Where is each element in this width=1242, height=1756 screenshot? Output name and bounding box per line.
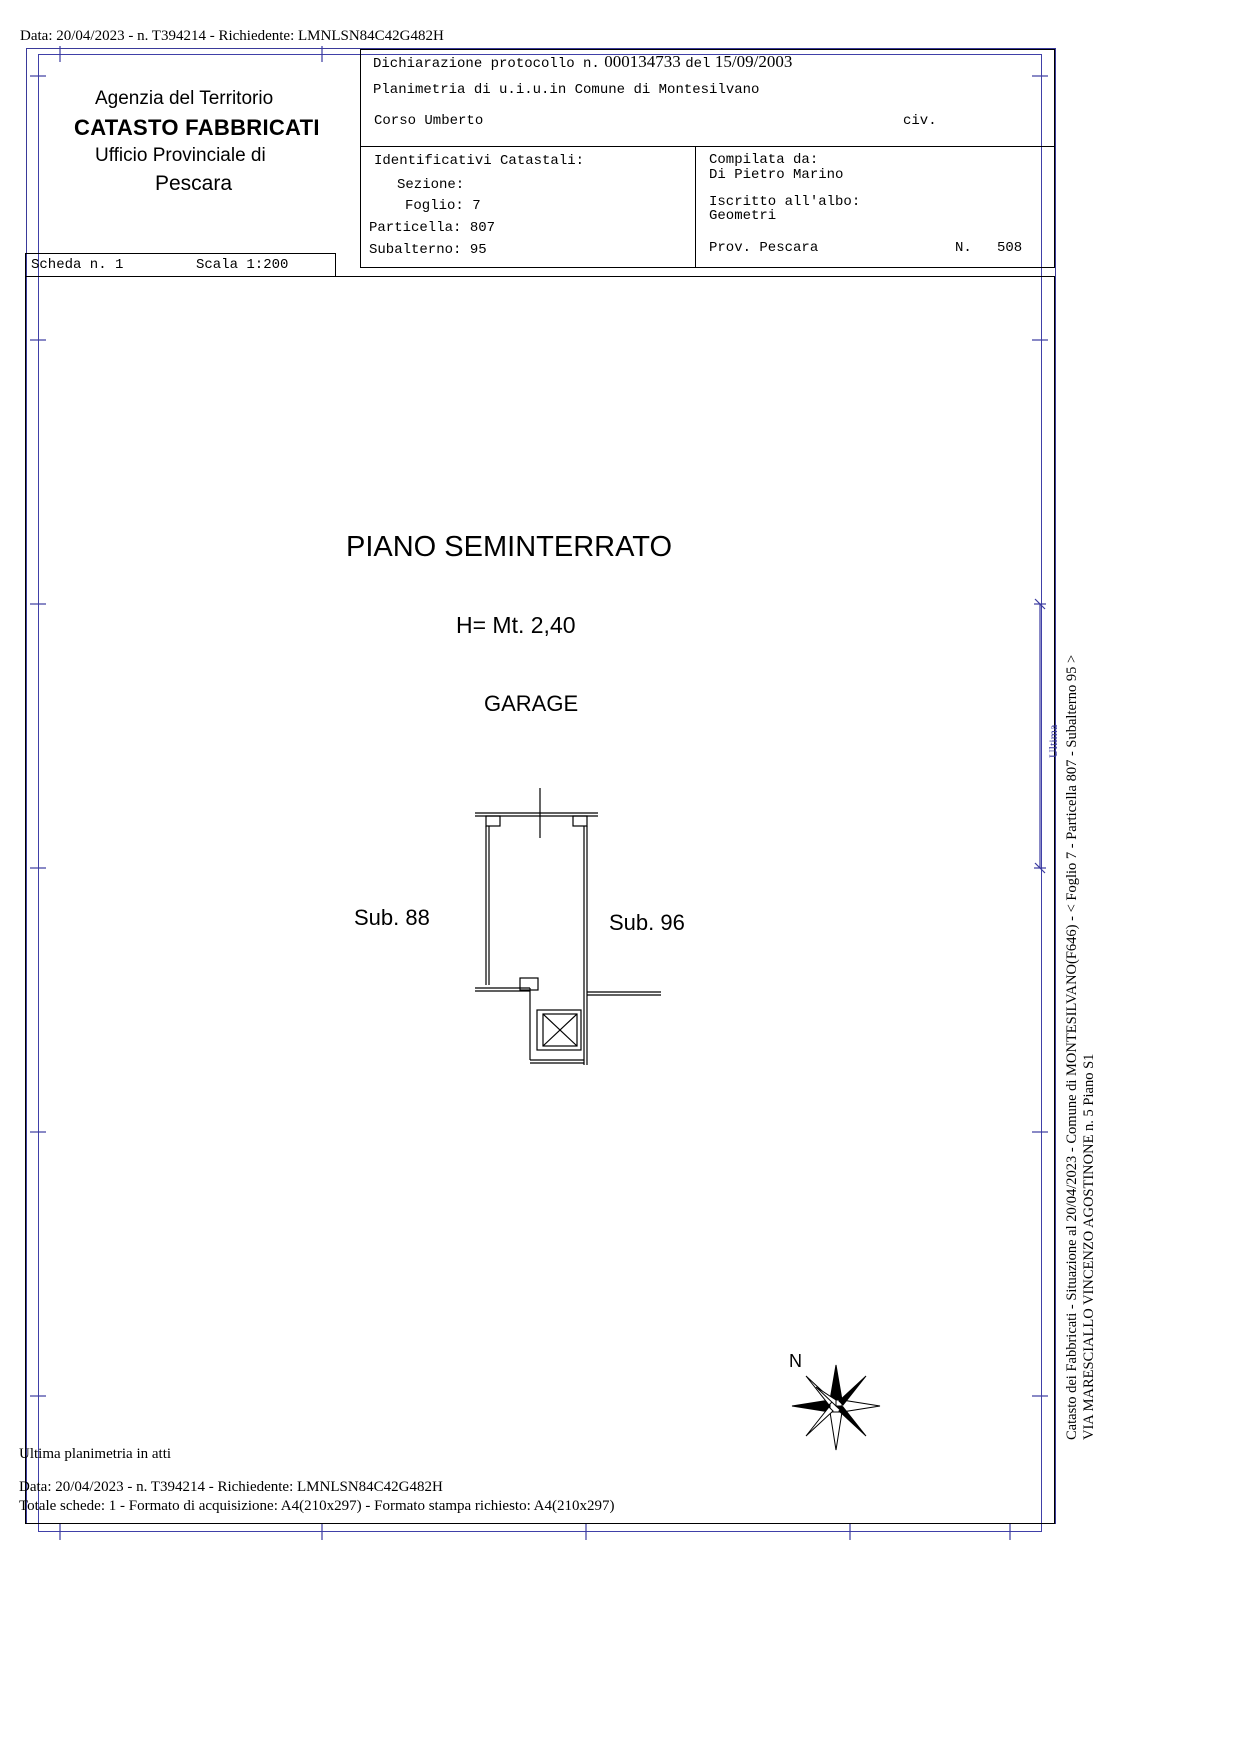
compilata-name: Di Pietro Marino	[709, 167, 844, 183]
sezione: Sezione:	[397, 177, 465, 193]
agency-line2: CATASTO FABBRICATI	[74, 115, 320, 140]
albo-label: Iscritto all'albo:	[709, 194, 861, 210]
header-line: Data: 20/04/2023 - n. T394214 - Richiedente: LMNLSN84C42G482H	[20, 28, 444, 44]
plan-title: PIANO SEMINTERRATO	[346, 531, 673, 563]
north-label: N	[789, 1351, 802, 1371]
particella: Particella: 807	[369, 220, 496, 236]
scala-label: Scala 1:200	[196, 257, 289, 273]
scheda-label: Scheda n. 1	[31, 257, 124, 273]
frame-ticks	[30, 46, 1048, 1540]
protocol-label: Dichiarazione protocollo n.	[373, 56, 600, 72]
agency-line1: Agenzia del Territorio	[95, 88, 274, 109]
albo-value: Geometri	[709, 208, 777, 224]
plan-height: H= Mt. 2,40	[456, 612, 576, 638]
footer-ultima: Ultima planimetria in atti	[19, 1446, 172, 1462]
compass-rose	[792, 1365, 880, 1450]
room-label: GARAGE	[484, 691, 579, 716]
agency-line4: Pescara	[155, 172, 233, 195]
civ-label: civ.	[903, 113, 937, 129]
protocol-date: 15/09/2003	[714, 52, 793, 71]
planimetria-line: Planimetria di u.i.u.in Comune di Montesilvano	[373, 82, 760, 98]
foglio: Foglio: 7	[405, 198, 481, 214]
agency-line3: Ufficio Provinciale di	[95, 145, 266, 166]
side-text-line1: Catasto dei Fabbricati - Situazione al 20/04/2023 - Comune di MONTESILVANO(F646) - < Foglio 7 - Particella 807 - Subalterno 95 >	[1064, 654, 1080, 1440]
prov: Prov. Pescara	[709, 240, 819, 256]
n-value: 508	[997, 240, 1023, 256]
side-text-line2: VIA MARESCIALLO VINCENZO AGOSTINONE n. 5 Piano S1	[1081, 1053, 1097, 1440]
footer-totale: Totale schede: 1 - Formato di acquisizione: A4(210x297) - Formato stampa richiesto: A4(210x297)	[19, 1498, 615, 1514]
side-mark: Ultima	[1046, 724, 1060, 758]
sub-right-label: Sub. 96	[609, 910, 685, 935]
protocol-number: 000134733	[604, 52, 681, 71]
footer-data: Data: 20/04/2023 - n. T394214 - Richiedente: LMNLSN84C42G482H	[19, 1479, 443, 1495]
n-label: N.	[955, 240, 972, 256]
protocol-del-label: del	[685, 56, 711, 72]
garage-outline	[475, 788, 661, 1065]
address: Corso Umberto	[374, 113, 484, 129]
compilata-title: Compilata da:	[709, 152, 819, 168]
identificativi-title: Identificativi Catastali:	[374, 153, 585, 169]
sub-left-label: Sub. 88	[354, 905, 430, 930]
subalterno: Subalterno: 95	[369, 242, 487, 258]
